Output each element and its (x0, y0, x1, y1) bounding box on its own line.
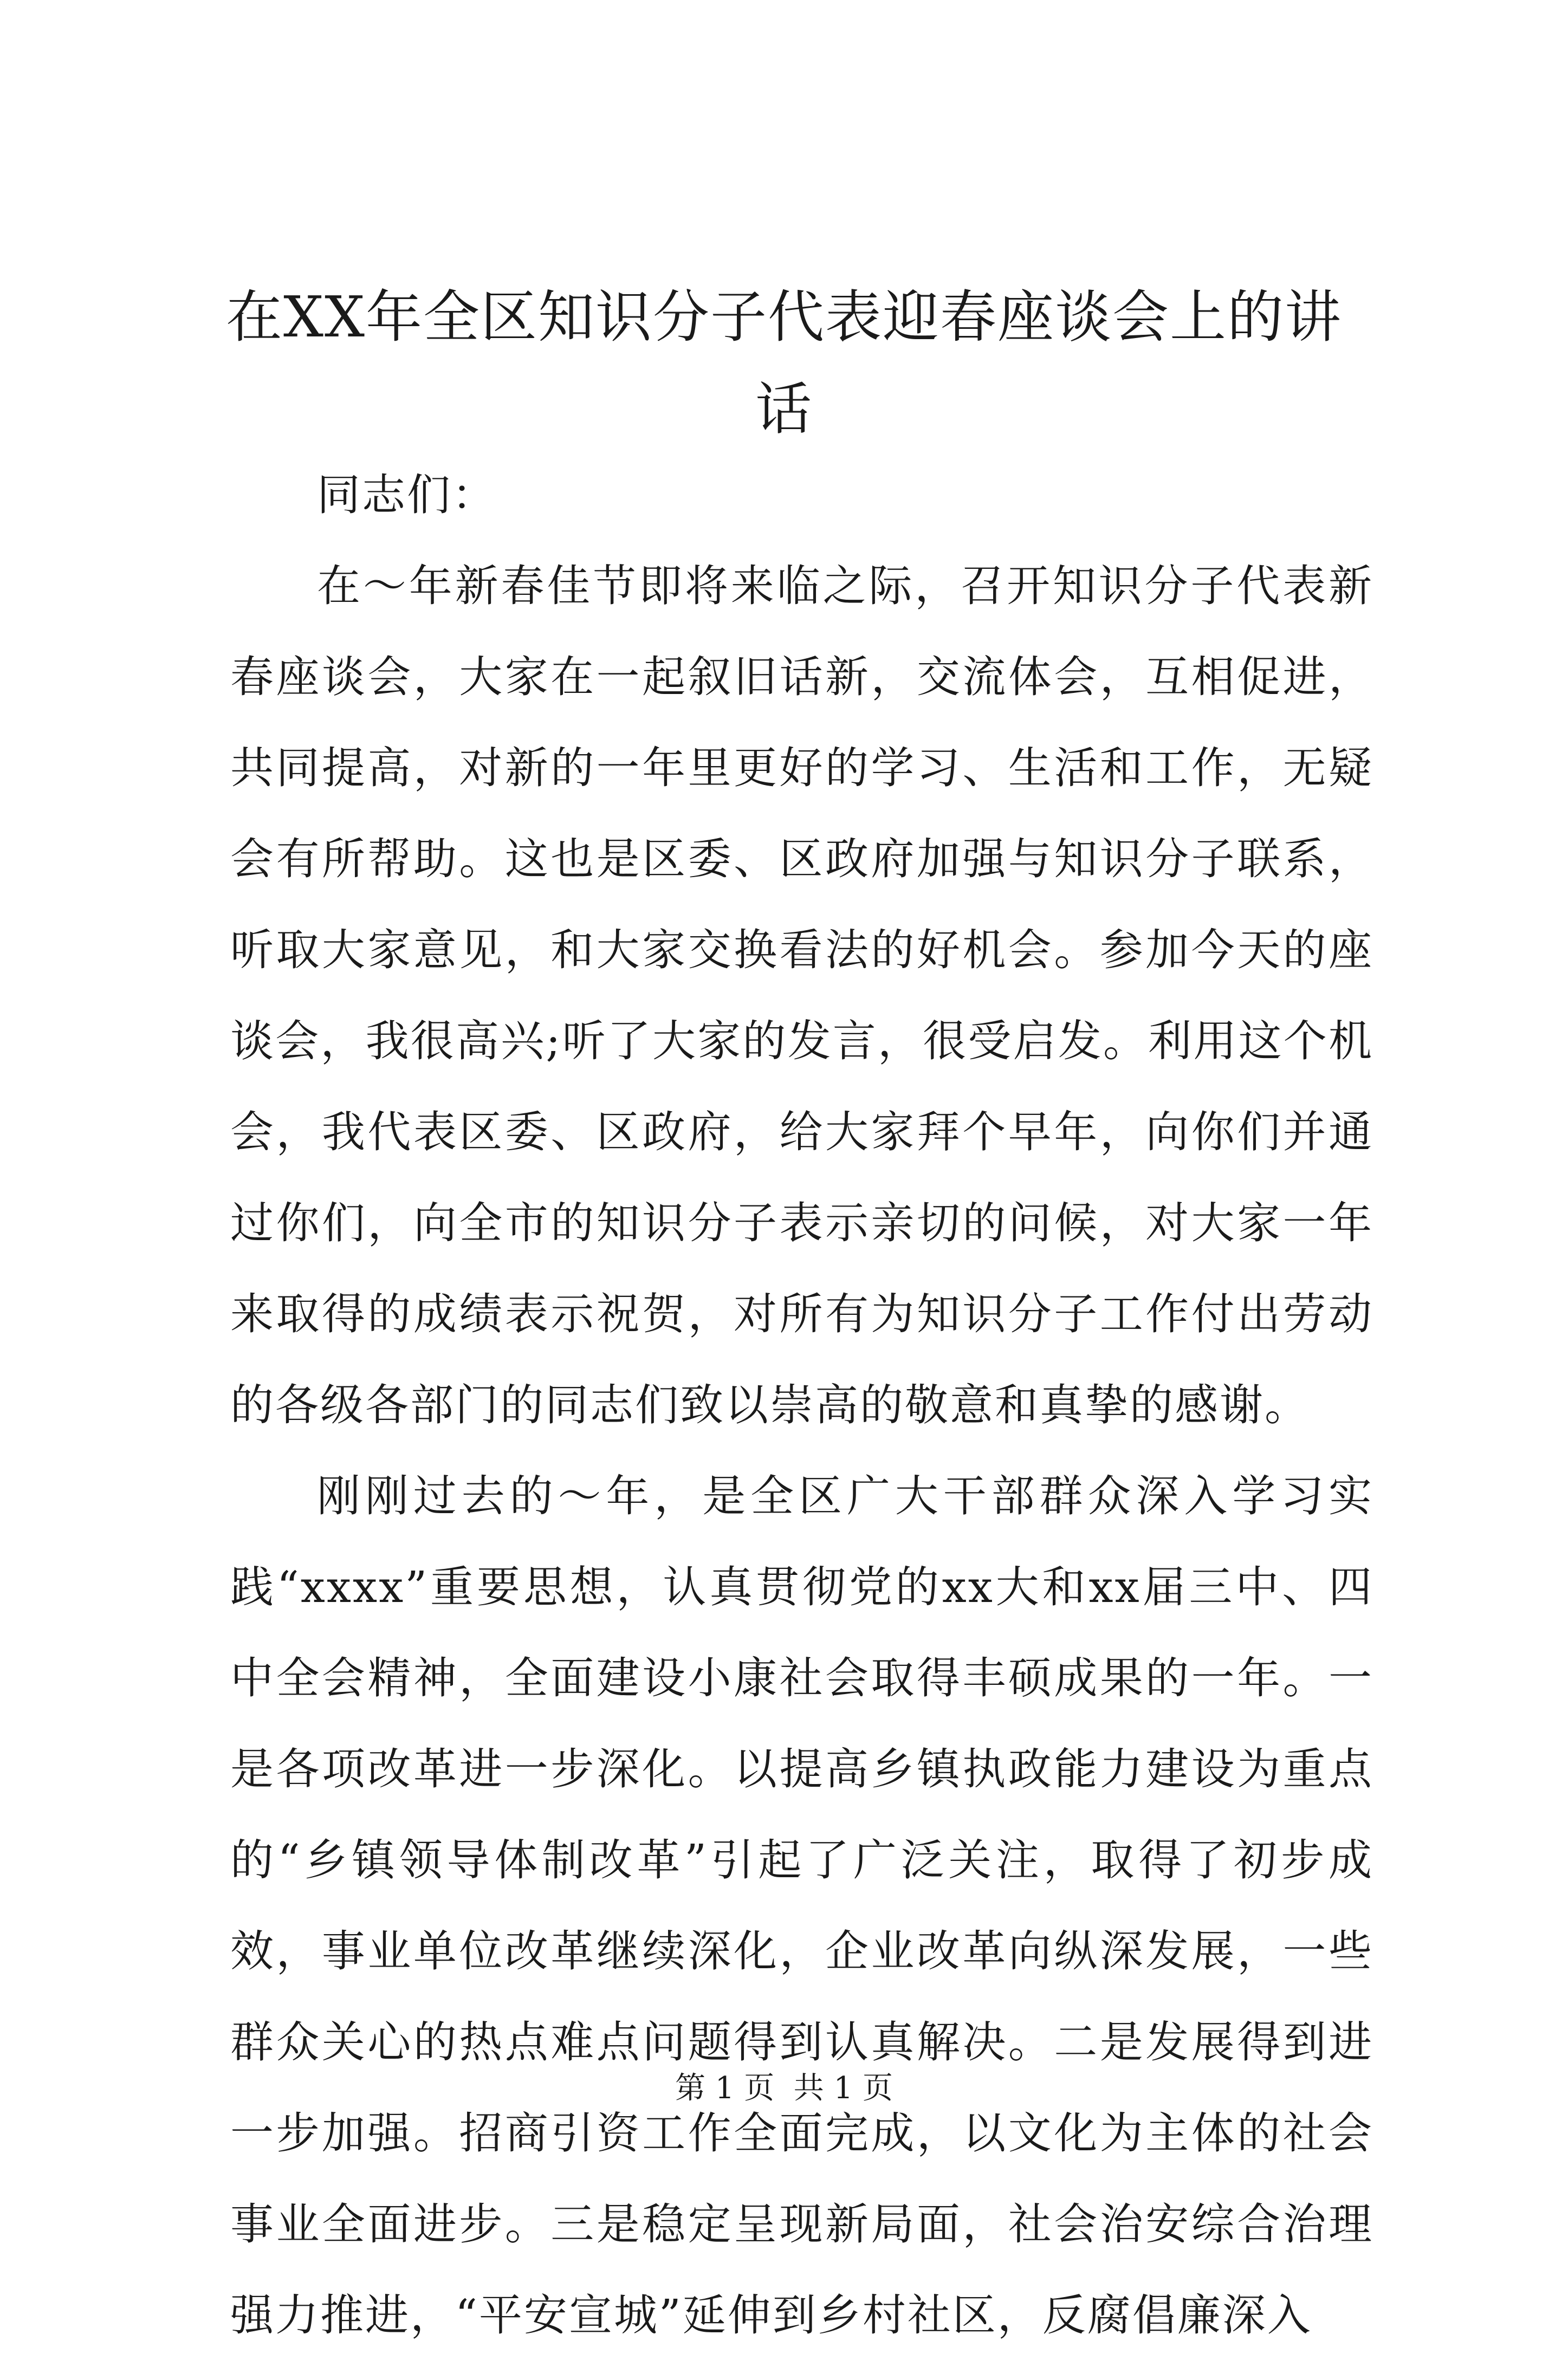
paragraph-2: 刚刚过去的～年，是全区广大干部群众深入学习实践“xxxx”重要思想，认真贯彻党的xx大和xx届三中、四中全会精神，全面建设小康社会取得丰硕成果的一年。一是各项改革进一步深化。以提高乡镇执政能力建设为重点的“乡镇领导体制改革”引起了广泛关注，取得了初步成效，事业单位改革继续深化，企业改革向纵深发展，一些群众关心的热点难点问题得到认真解决。二是发展得到进一步加强。招商引资工作全面完成，以文化为主体的社会事业全面进步。三是稳定呈现新局面，社会治安综合治理强力推进，“平安宣城”延伸到乡村社区，反腐倡廉深入 (230, 1471, 1373, 2340)
document-title: 在XX年全区知识分子代表迎春座谈会上的讲话 (225, 284, 1343, 442)
salutation: 同志们： (317, 470, 497, 520)
paragraph-1: 在～年新春佳节即将来临之际，召开知识分子代表新春座谈会，大家在一起叙旧话新，交流体会，互相促进，共同提高，对新的一年里更好的学习、生活和工作，无疑会有所帮助。这也是区委、区政府加强与知识分子联系，听取大家意见，和大家交换看法的好机会。参加今天的座谈会，我很高兴;听了大家的发言，很受启发。利用这个机会，我代表区委、区政府，给大家拜个早年，向你们并通过你们，向全市的知识分子表示亲切的问候，对大家一年来取得的成绩表示祝贺，对所有为知识分子工作付出劳动的各级各部门的同志们致以崇高的敬意和真挚的感谢。 (230, 561, 1373, 1430)
page-number-label: 第 1 页 共 1 页 (675, 2071, 893, 2106)
page-footer (0, 2067, 1568, 2110)
